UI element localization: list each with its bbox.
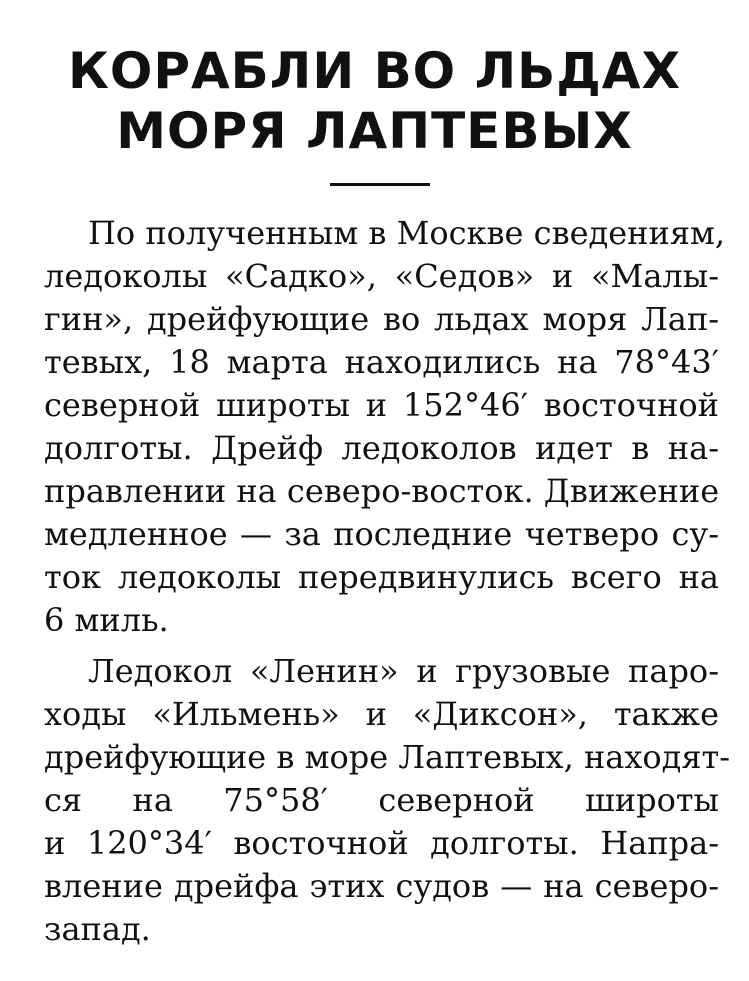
paragraph-line: По полученным в Москве сведениям, (88, 214, 726, 252)
headline-line-2: МОРЯ ЛАПТЕВЫХ (116, 102, 633, 160)
paragraph-line: вление дрейфа этих судов — на северо- (44, 867, 719, 905)
paragraph-line: дрейфующие в море Лаптевых, находят- (44, 738, 731, 776)
paragraph-line: 6 миль. (44, 601, 169, 639)
headline-divider (330, 183, 430, 186)
paragraph-line: запад. (44, 910, 151, 948)
headline-line-1: КОРАБЛИ ВО ЛЬДАХ (67, 42, 682, 100)
paragraph-line: Ледокол «Ленин» и грузовые паро- (88, 652, 719, 690)
paragraph-line: медленное — за последние четверо су- (44, 515, 719, 553)
paragraph-line: правлении на северо-восток. Движение (44, 472, 720, 510)
paragraph-line: ледоколы «Садко», «Седов» и «Малы- (44, 257, 719, 295)
paragraph-line: ся на 75°58′ северной широты (44, 781, 719, 819)
paragraph-line: гин», дрейфующие во льдах моря Лап- (44, 300, 719, 338)
paragraph-line: ток ледоколы передвинулись всего на (44, 558, 719, 596)
paragraph-line: долготы. Дрейф ледоколов идет в на- (44, 429, 719, 467)
paragraph-line: северной широты и 152°46′ восточной (44, 386, 719, 424)
paragraph-line: ходы «Ильмень» и «Диксон», также (44, 695, 719, 733)
paragraph-line: тевых, 18 марта находились на 78°43′ (44, 343, 719, 381)
paragraph-line: и 120°34′ восточной долготы. Напра- (44, 824, 719, 862)
